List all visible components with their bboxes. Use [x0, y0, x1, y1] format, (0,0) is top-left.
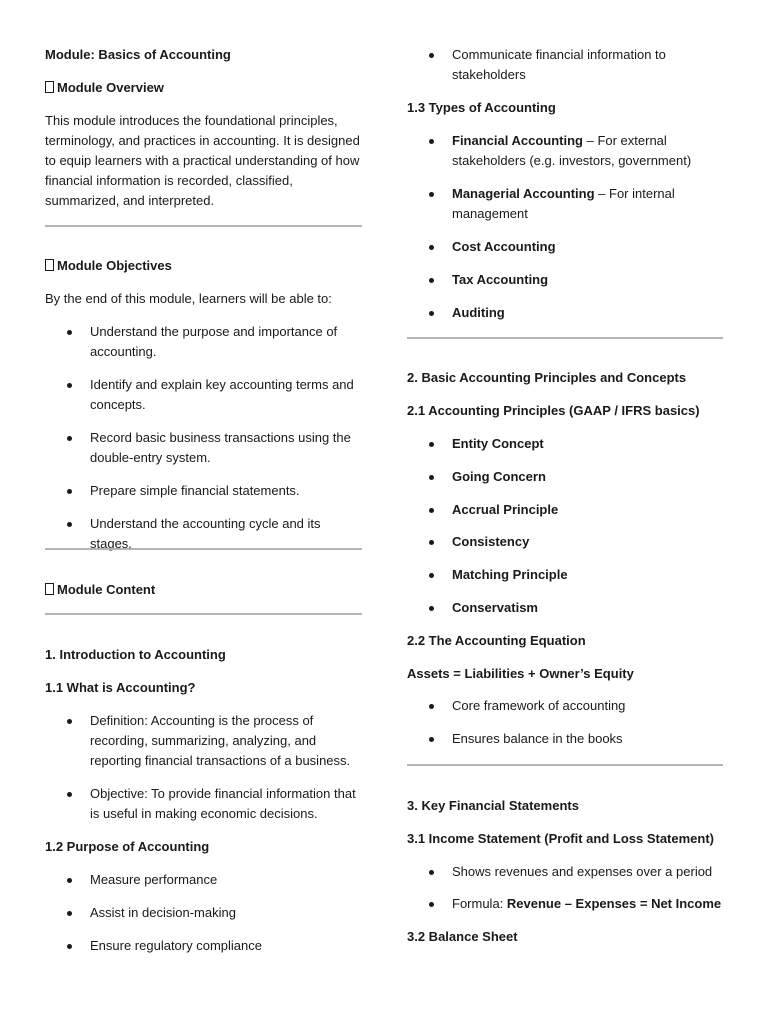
bullet-icon: [429, 53, 434, 58]
intro-heading: 1. Introduction to Accounting: [45, 647, 226, 662]
bullet-icon: [67, 878, 72, 883]
overview-text: This module introduces the foundational principles, terminology, and practices in accounting. It is designed to equip learners with a practical understanding of how financial information is recorded, classified, summarized, and interpreted.: [45, 113, 360, 208]
content-heading-text: Module Content: [57, 582, 156, 597]
list-item: Assist in decision-making: [45, 903, 362, 923]
objectives-intro: By the end of this module, learners will be able to:: [45, 291, 332, 306]
list-item: Going Concern: [407, 467, 723, 487]
bullet-icon: [67, 383, 72, 388]
equation-heading: 2.2 The Accounting Equation: [407, 633, 586, 648]
bullet-icon: [67, 330, 72, 335]
bullet-icon: [429, 475, 434, 480]
bullet-icon: [429, 278, 434, 283]
divider: [45, 613, 362, 615]
divider: [407, 337, 723, 339]
bullet-icon: [429, 704, 434, 709]
bullet-icon: [67, 719, 72, 724]
list-item: Matching Principle: [407, 565, 723, 585]
missing-glyph-icon: [45, 259, 54, 271]
list-item: Objective: To provide financial information that is useful in making economic decisions.: [45, 784, 362, 824]
purpose-heading: 1.2 Purpose of Accounting: [45, 839, 210, 854]
bullet-icon: [429, 573, 434, 578]
divider: [45, 225, 362, 227]
list-item: Definition: Accounting is the process of recording, summarizing, analyzing, and reporting financial transactions of a business.: [45, 711, 362, 771]
list-item: Auditing: [407, 303, 723, 323]
bullet-icon: [67, 489, 72, 494]
bullet-icon: [429, 508, 434, 513]
income-heading: 3.1 Income Statement (Profit and Loss Statement): [407, 831, 715, 846]
objectives-heading: [45, 256, 362, 276]
list-item: Entity Concept: [407, 434, 723, 454]
list-item: Managerial Accounting – For internal management: [407, 184, 723, 224]
list-item: Consistency: [407, 532, 723, 552]
bullet-icon: [429, 311, 434, 316]
content-heading: [45, 580, 362, 600]
missing-glyph-icon: [45, 81, 54, 93]
bullet-icon: [429, 902, 434, 907]
missing-glyph-icon: [45, 583, 54, 595]
list-item: Shows revenues and expenses over a period: [407, 862, 723, 882]
overview-heading: [45, 78, 362, 98]
bullet-icon: [429, 245, 434, 250]
objectives-heading-text: Module Objectives: [57, 258, 172, 273]
list-item: Formula: Revenue – Expenses = Net Income: [407, 894, 723, 914]
accounting-equation: Assets = Liabilities + Owner’s Equity: [407, 666, 634, 681]
list-item: Core framework of accounting: [407, 696, 723, 716]
divider: [407, 764, 723, 766]
list-item: Record basic business transactions using the double-entry system.: [45, 428, 362, 468]
list-item: Measure performance: [45, 870, 362, 890]
module-title: Module: Basics of Accounting: [45, 47, 231, 62]
bullet-icon: [429, 606, 434, 611]
list-item: Ensures balance in the books: [407, 729, 723, 749]
bullet-icon: [429, 192, 434, 197]
list-item: Cost Accounting: [407, 237, 723, 257]
list-item: Identify and explain key accounting terms and concepts.: [45, 375, 362, 415]
list-item: Understand the accounting cycle and its stages.: [45, 514, 362, 554]
gaap-heading: 2.1 Accounting Principles (GAAP / IFRS basics): [407, 403, 700, 418]
list-item: Understand the purpose and importance of accounting.: [45, 322, 362, 362]
bullet-icon: [429, 870, 434, 875]
bullet-icon: [429, 139, 434, 144]
principles-heading: 2. Basic Accounting Principles and Concepts: [407, 370, 687, 385]
list-item: Communicate financial information to stakeholders: [407, 45, 723, 85]
what-heading: 1.1 What is Accounting?: [45, 680, 196, 695]
bullet-icon: [67, 436, 72, 441]
balance-heading: 3.2 Balance Sheet: [407, 929, 518, 944]
bullet-icon: [429, 737, 434, 742]
bullet-icon: [429, 540, 434, 545]
list-item: Prepare simple financial statements.: [45, 481, 362, 501]
bullet-icon: [67, 792, 72, 797]
divider: [45, 548, 362, 550]
list-item: Ensure regulatory compliance: [45, 936, 362, 956]
bullet-icon: [429, 442, 434, 447]
list-item: Conservatism: [407, 598, 723, 618]
bullet-icon: [67, 911, 72, 916]
list-item: Tax Accounting: [407, 270, 723, 290]
statements-heading: 3. Key Financial Statements: [407, 798, 579, 813]
bullet-icon: [67, 522, 72, 527]
types-heading: 1.3 Types of Accounting: [407, 100, 556, 115]
overview-heading-text: Module Overview: [57, 80, 164, 95]
bullet-icon: [67, 944, 72, 949]
list-item: Financial Accounting – For external stakeholders (e.g. investors, government): [407, 131, 723, 171]
list-item: Accrual Principle: [407, 500, 723, 520]
